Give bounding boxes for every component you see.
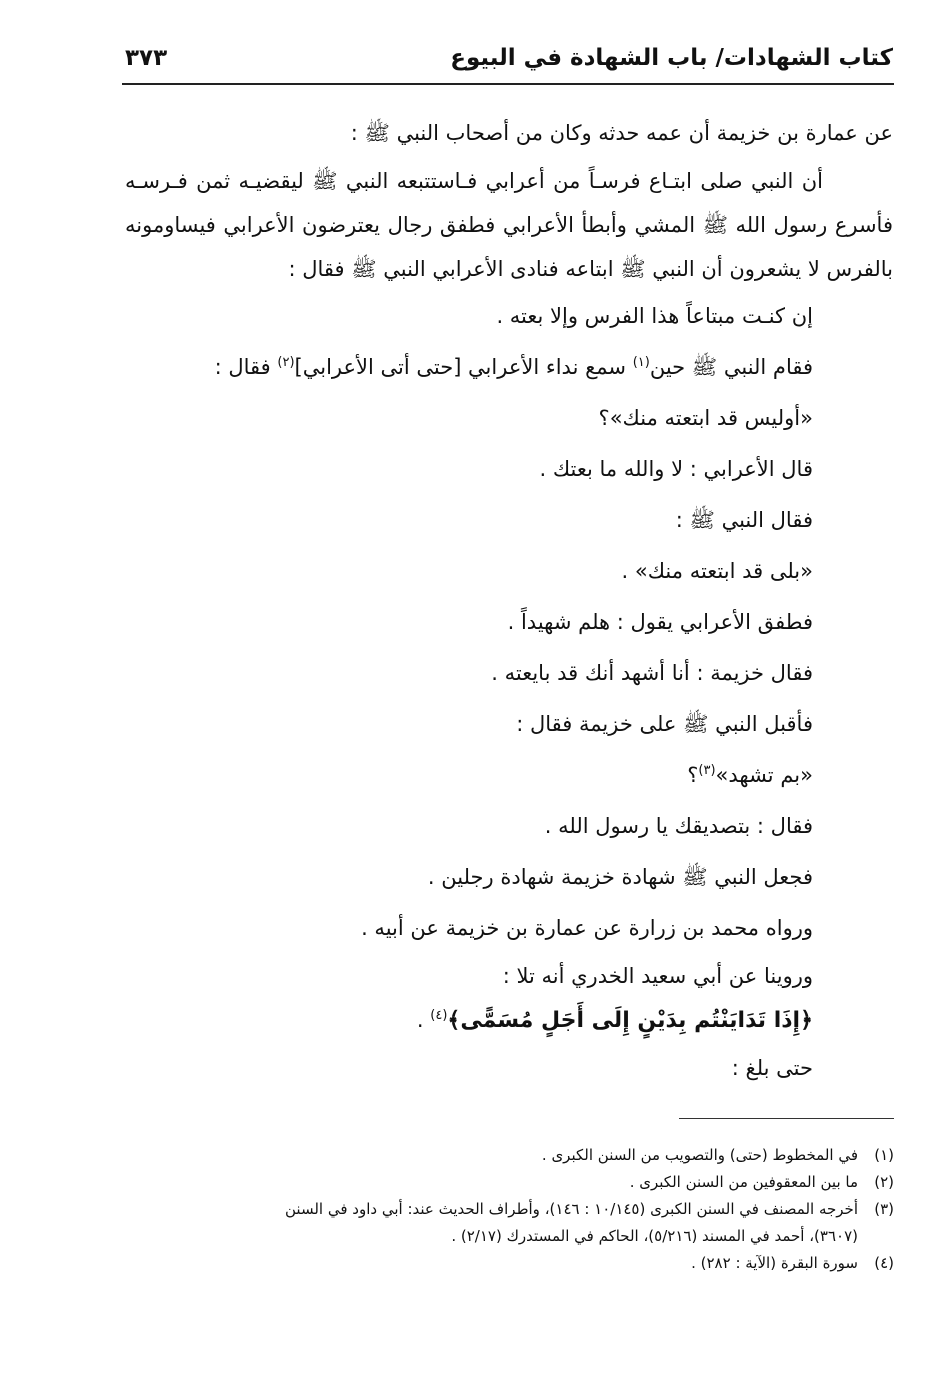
- header-divider: [122, 83, 894, 85]
- text-line: ورواه محمد بن زرارة عن عمارة بن خزيمة عن أبيه .: [361, 916, 813, 940]
- text-line: «بلى قد ابتعته منك» .: [621, 559, 813, 583]
- footnote-divider: [679, 1118, 894, 1119]
- main-text: [125, 108, 893, 1094]
- text-line: فقال : بتصديقك يا رسول الله .: [544, 814, 813, 838]
- footnote-ref[interactable]: (٤): [430, 1008, 448, 1023]
- text-line: فأقبل النبي ﷺ على خزيمة فقال :: [516, 712, 813, 736]
- footnote-4: [130, 1250, 894, 1277]
- text-line: [125, 342, 893, 393]
- text-line: بالفرس لا يشعرون أن النبي ﷺ ابتاعه فنادى الأعرابي النبي ﷺ فقال :: [288, 257, 893, 281]
- text-line: إن كنـت مبتاعاً هذا الفرس وإلا بعته .: [496, 304, 813, 328]
- running-header: [125, 38, 893, 78]
- text-line: حتى بلغ :: [731, 1056, 813, 1080]
- text-line: أن النبي صلى ابتـاع فرسـاً من أعرابي فـاستتبعه النبي ﷺ ليقضيـه ثمن فـرسـه: [125, 169, 823, 193]
- text-segment: «بم تشهد»: [715, 763, 813, 787]
- text-line: [125, 750, 893, 801]
- text-segment: ؟: [687, 763, 699, 787]
- footnotes: [130, 1142, 894, 1277]
- text-segment: فقام النبي ﷺ حين: [649, 355, 813, 379]
- text-segment: فقال :: [214, 355, 278, 379]
- text-line: وروينا عن أبي سعيد الخدري أنه تلا :: [502, 964, 813, 988]
- footnote-text: أخرجه المصنف في السنن الكبرى (١٠/١٤٥ : ١٤٦)، وأطراف الحديث عند: أبي داود في السنن: [285, 1200, 858, 1218]
- text-line: «أوليس قد ابتعته منك»؟: [598, 406, 813, 430]
- text-line: فطفق الأعرابي يقول : هلم شهيداً .: [507, 610, 813, 634]
- footnote-number: (٤): [874, 1254, 894, 1272]
- text-line: فأسرع رسول الله ﷺ المشي وأبطأ الأعرابي فطفق رجال يعترضون الأعرابي فيساومونه: [125, 213, 893, 237]
- footnote-number: (١): [874, 1146, 894, 1164]
- footnote-number: (٢): [874, 1173, 894, 1191]
- footnote-3-continued: (٣٦٠٧)، أحمد في المسند (٥/٢١٦)، الحاكم في المستدرك (٢/١٧) .: [451, 1227, 858, 1245]
- quran-verse: ﴿إِذَا تَدَايَنْتُم بِدَيْنٍ إِلَى أَجَلٍ مُسَمًّى﴾: [447, 1008, 813, 1033]
- chapter-title: كتاب الشهادات/ باب الشهادة في البيوع: [450, 45, 893, 71]
- text-line: قال الأعرابي : لا والله ما بعتك .: [539, 457, 813, 481]
- footnote-text: في المخطوط (حتى) والتصويب من السنن الكبرى .: [541, 1146, 858, 1164]
- text-line: فجعل النبي ﷺ شهادة خزيمة شهادة رجلين .: [427, 865, 813, 889]
- footnote-ref[interactable]: (٢): [277, 355, 295, 370]
- page-number: ٣٧٣: [125, 45, 168, 71]
- footnote-text: سورة البقرة (الآية : ٢٨٢) .: [691, 1254, 858, 1272]
- text-line: فقال خزيمة : أنا أشهد أنك قد بايعته .: [491, 661, 813, 685]
- text-line: عن عمارة بن خزيمة أن عمه حدثه وكان من أصحاب النبي ﷺ :: [350, 121, 893, 145]
- footnote-ref[interactable]: (١): [632, 355, 650, 370]
- text-segment: .: [416, 1008, 431, 1032]
- quran-verse-line: [125, 998, 893, 1043]
- footnote-ref[interactable]: (٣): [698, 763, 716, 778]
- footnote-2: [130, 1169, 894, 1196]
- footnote-1: [130, 1142, 894, 1169]
- footnote-text: ما بين المعقوفين من السنن الكبرى .: [629, 1173, 858, 1191]
- text-line: فقال النبي ﷺ :: [675, 508, 813, 532]
- text-segment: سمع نداء الأعرابي [حتى أتى الأعرابي]: [294, 355, 633, 379]
- footnote-3: [130, 1196, 894, 1223]
- footnote-number: (٣): [874, 1200, 894, 1218]
